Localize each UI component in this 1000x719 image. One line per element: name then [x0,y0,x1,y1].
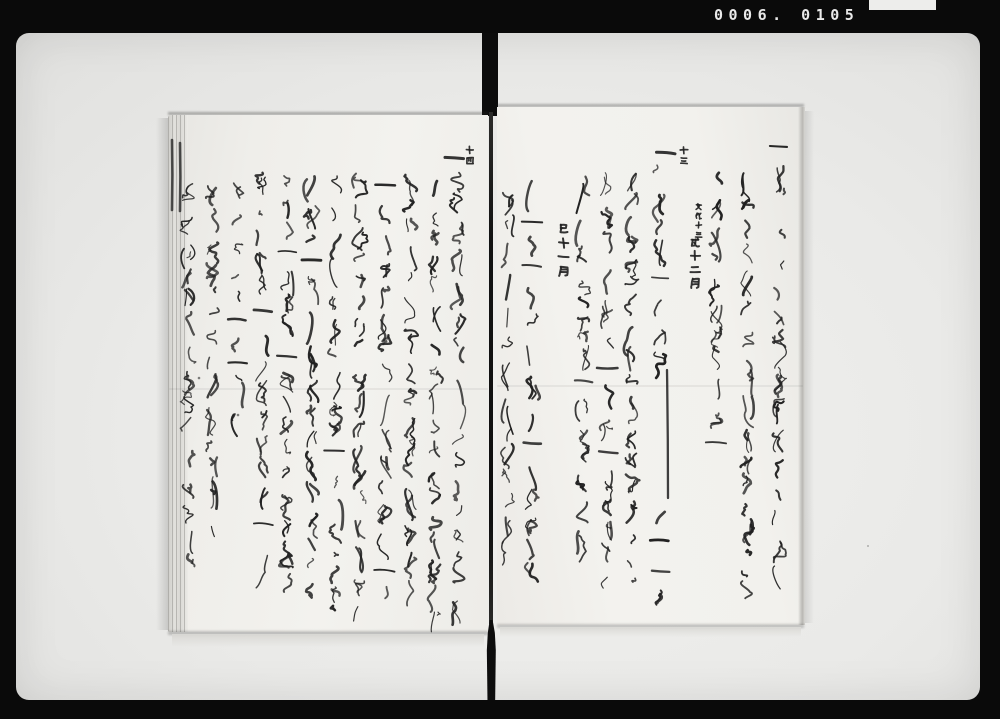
left-page-bottom-stack [172,634,484,647]
book-gutter [489,112,493,624]
right-page-bottom-stack [500,627,801,637]
left-page-cast-shadow [156,118,168,630]
page-fore-edge-stack [168,115,188,632]
book-gutter-top-gap [482,33,498,116]
film-edge-notch [869,0,936,10]
right-page-cast-shadow [805,111,814,623]
frame-counter-text: 0006. 0105 [714,6,860,24]
right-page [497,107,804,625]
right-page-edge [798,107,805,625]
left-page [168,115,488,632]
